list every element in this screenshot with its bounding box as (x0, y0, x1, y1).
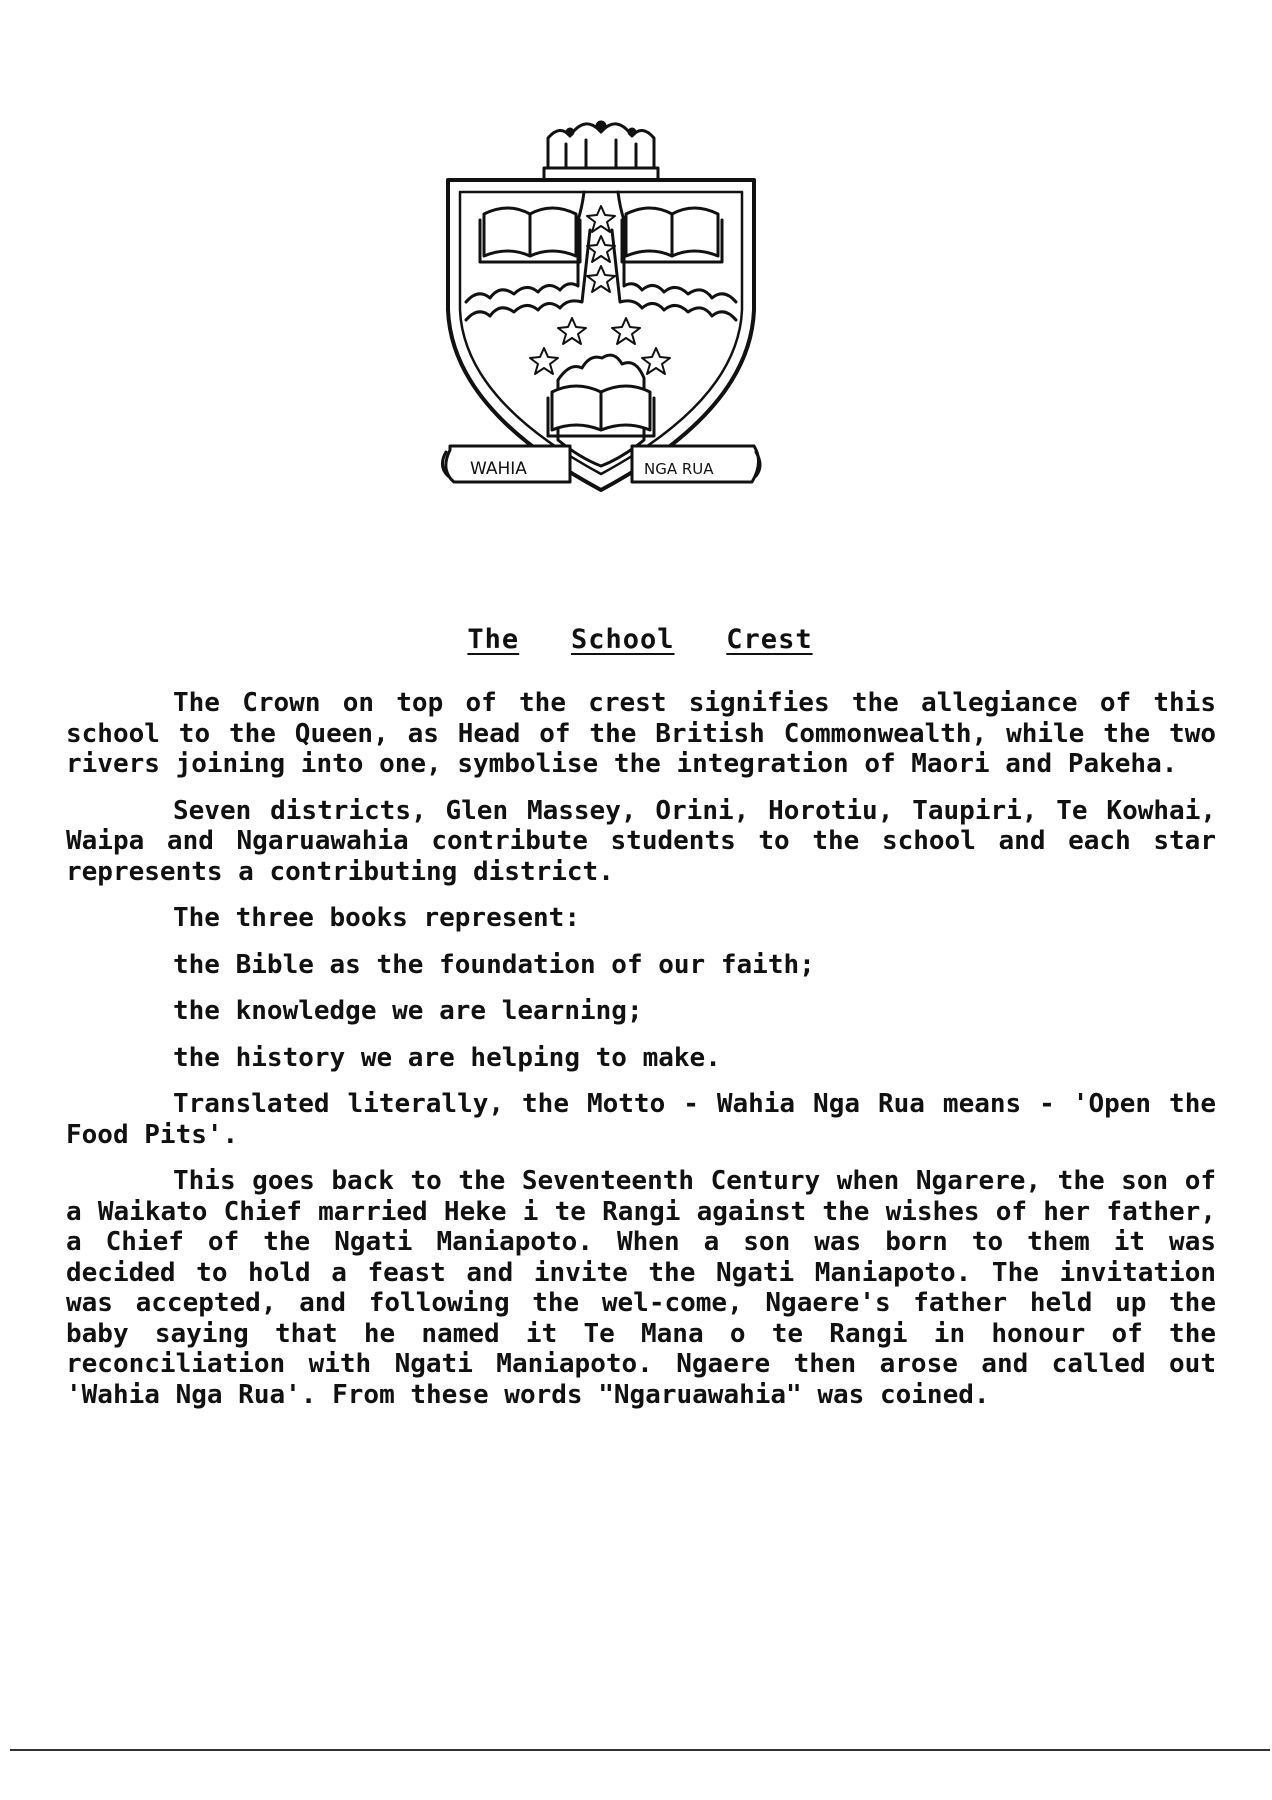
title-word: School (570, 624, 675, 655)
title-word: The (467, 624, 520, 655)
motto-left-text: WAHIA (470, 459, 527, 479)
school-crest-icon (440, 110, 762, 502)
paragraph-crown: The Crown on top of the crest signifies the allegiance of this school to the Queen, as Head of the British Commonwealth, while the two rivers joining into one, symbolise the integration of Maori and Pakeha. (66, 688, 1216, 779)
paragraph-motto: Translated literally, the Motto - Wahia Nga Rua means - 'Open the Food Pits'. (66, 1089, 1216, 1150)
list-item: the knowledge we are learning; (173, 996, 643, 1026)
title-word: Crest (726, 624, 813, 655)
paragraph-history: This goes back to the Seventeenth Century when Ngarere, the son of a Waikato Chief married Heke i te Rangi against the wishes of her father, a Chief of the Ngati Maniapoto. When a son was born to them it was decided to hold a feast and invite the Ngati Maniapoto. The invitation was accepted, and following the wel-come, Ngaere's father held up the baby saying that he named it Te Mana o te Rangi in honour of the reconciliation with Ngati Maniapoto. Ngaere then arose and called out 'Wahia Nga Rua'. From these words "Ngaruawahia" was coined. (66, 1166, 1216, 1410)
footer-divider (10, 1749, 1270, 1751)
list-item: the history we are helping to make. (173, 1042, 721, 1073)
list-item: the Bible as the foundation of our faith; (173, 949, 815, 980)
crown-icon (544, 122, 658, 180)
page-title (430, 624, 850, 655)
body-text (66, 688, 1216, 1426)
motto-right-text: NGA RUA (644, 460, 714, 478)
paragraph-books-intro: The three books represent: (173, 903, 580, 933)
paragraph-districts: Seven districts, Glen Massey, Orini, Horotiu, Taupiri, Te Kowhai, Waipa and Ngaruawahia contribute students to the school and each star represents a contributing district. (66, 795, 1216, 887)
